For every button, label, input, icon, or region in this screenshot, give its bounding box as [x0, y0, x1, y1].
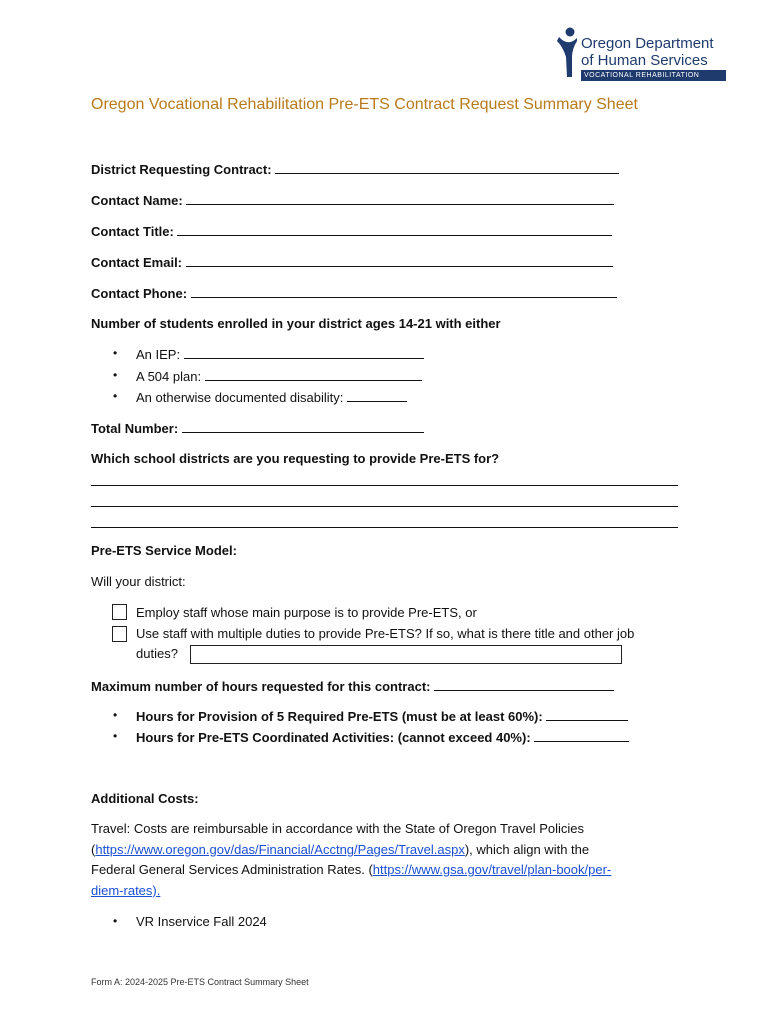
- bullet-glyph: •: [113, 346, 118, 360]
- inservice-item: VR Inservice Fall 2024: [136, 914, 267, 929]
- travel-text-line3: [91, 862, 611, 877]
- other-disability-input[interactable]: [347, 389, 407, 402]
- districts-answer-line[interactable]: [91, 527, 678, 528]
- students-question: Number of students enrolled in your district ages 14-21 with either: [91, 316, 501, 331]
- travel-tail: ), which align with the: [464, 842, 590, 857]
- field-contact-phone: [91, 285, 617, 301]
- bullet-glyph: •: [113, 729, 118, 743]
- contact-phone-input[interactable]: [191, 285, 617, 298]
- bullet-glyph: •: [113, 914, 118, 928]
- hours-required-input[interactable]: [546, 708, 628, 721]
- option2-label: Use staff with multiple duties to provide Pre-ETS? If so, what is there title and other job: [136, 626, 635, 641]
- option2-label-cont: duties?: [136, 646, 178, 661]
- travel-text-line1: Travel: Costs are reimbursable in accordance with the State of Oregon Travel Policies: [91, 821, 585, 836]
- field-contact-email: [91, 254, 613, 270]
- gsa-rates-link-cont[interactable]: diem-rates).: [91, 883, 161, 898]
- hours-coordinated-label: Hours for Pre-ETS Coordinated Activities: (cannot exceed 40%):: [136, 730, 531, 745]
- total-number-input[interactable]: [182, 420, 424, 433]
- hours-coordinated: [136, 729, 629, 745]
- bullet-glyph: •: [113, 389, 118, 403]
- service-model-heading: Pre-ETS Service Model:: [91, 543, 237, 558]
- hours-required: [136, 708, 628, 724]
- paren: (: [91, 842, 96, 857]
- hours-required-label: Hours for Provision of 5 Required Pre-ETS (must be at least 60%):: [136, 709, 543, 724]
- footer: Form A: 2024-2025 Pre-ETS Contract Summary Sheet: [91, 977, 309, 987]
- plan-504-input[interactable]: [205, 368, 422, 381]
- students-other: [136, 389, 407, 405]
- students-iep: [136, 346, 424, 362]
- field-label: Contact Phone:: [91, 286, 188, 301]
- travel-text-line2: [91, 842, 589, 857]
- option1-checkbox[interactable]: [112, 604, 127, 620]
- bullet-glyph: •: [113, 368, 118, 382]
- contact-email-input[interactable]: [186, 254, 613, 267]
- total-number: [91, 420, 424, 436]
- bullet-glyph: •: [113, 708, 118, 722]
- org-name-line3: VOCATIONAL REHABILITATION: [581, 70, 726, 81]
- field-label: Contact Title:: [91, 224, 174, 239]
- districts-question: Which school districts are you requesting to provide Pre-ETS for?: [91, 451, 500, 466]
- item-label: A 504 plan:: [136, 369, 202, 384]
- gsa-intro: Federal General Services Administration Rates. (: [91, 862, 373, 877]
- field-label: Contact Name:: [91, 193, 183, 208]
- option1-label: Employ staff whose main purpose is to provide Pre-ETS, or: [136, 605, 477, 620]
- field-district: [91, 161, 619, 177]
- max-hours: [91, 678, 614, 694]
- contact-title-input[interactable]: [177, 223, 612, 236]
- page-title: Oregon Vocational Rehabilitation Pre-ETS Contract Request Summary Sheet: [91, 96, 638, 113]
- additional-costs-heading: Additional Costs:: [91, 791, 199, 806]
- item-label: An otherwise documented disability:: [136, 390, 344, 405]
- service-model-prompt: Will your district:: [91, 574, 186, 589]
- org-name-line2: of Human Services: [581, 52, 708, 69]
- district-input[interactable]: [275, 161, 619, 174]
- option2-checkbox[interactable]: [112, 626, 127, 642]
- max-hours-label: Maximum number of hours requested for this contract:: [91, 679, 431, 694]
- field-label: Contact Email:: [91, 255, 183, 270]
- contact-name-input[interactable]: [186, 192, 614, 205]
- item-label: An IEP:: [136, 347, 181, 362]
- person-figure-icon: [555, 27, 581, 79]
- travel-policy-link[interactable]: https://www.oregon.gov/das/Financial/Acctng/Pages/Travel.aspx: [95, 842, 465, 857]
- field-contact-title: [91, 223, 612, 239]
- districts-answer-line[interactable]: [91, 506, 678, 507]
- duties-input[interactable]: [190, 645, 622, 664]
- districts-answer-line[interactable]: [91, 485, 678, 486]
- org-name-line1: Oregon Department: [581, 35, 714, 52]
- gsa-rates-link[interactable]: https://www.gsa.gov/travel/plan-book/per-: [372, 862, 612, 877]
- iep-input[interactable]: [184, 346, 424, 359]
- field-contact-name: [91, 192, 614, 208]
- agency-logo: [555, 27, 730, 83]
- students-504: [136, 368, 422, 384]
- total-label: Total Number:: [91, 421, 179, 436]
- max-hours-input[interactable]: [434, 678, 614, 691]
- hours-coordinated-input[interactable]: [534, 729, 629, 742]
- field-label: District Requesting Contract:: [91, 162, 272, 177]
- travel-text-line4: [91, 883, 160, 898]
